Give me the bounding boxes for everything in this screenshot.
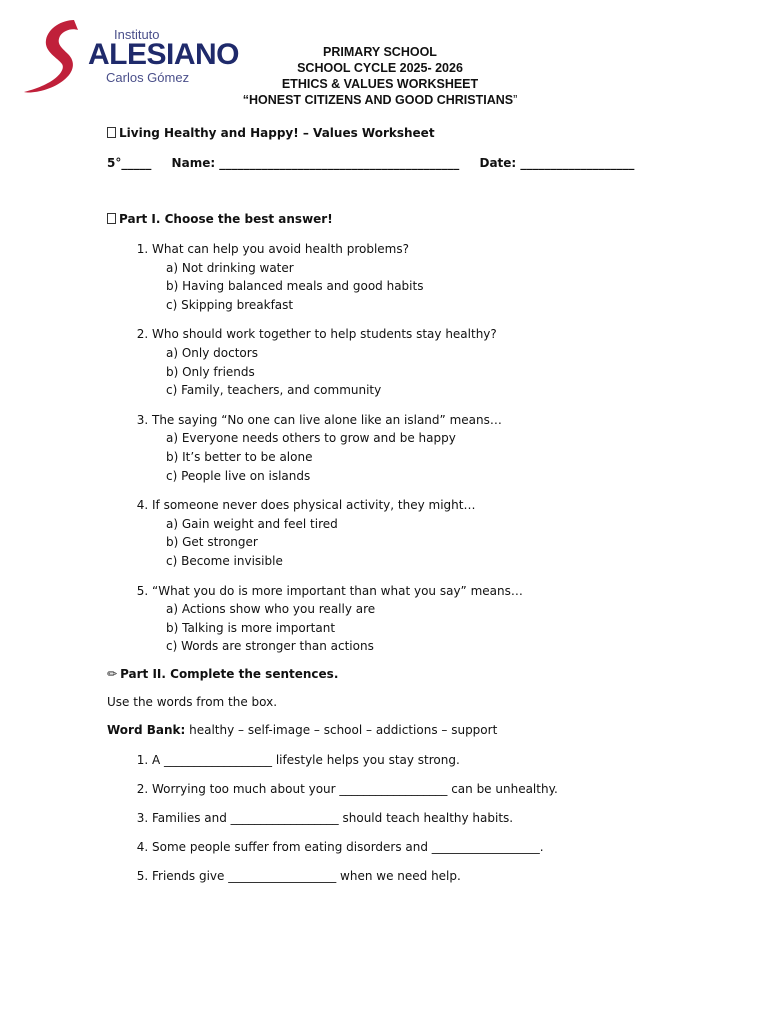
name-field[interactable]: Name: ________________________________________ <box>171 156 460 170</box>
option-b[interactable]: b) It’s better to be alone <box>166 449 313 464</box>
missing-glyph-icon <box>107 127 116 138</box>
worksheet-subtitle <box>107 126 707 140</box>
document-header <box>200 44 560 108</box>
sentence-2[interactable]: 2. Worrying too much about your __________________ can be unhealthy. <box>152 780 707 798</box>
question-text: What can help you avoid health problems? <box>152 242 409 256</box>
logo-instituto-text: Instituto <box>114 27 160 42</box>
sentence-1[interactable]: 1. A __________________ lifestyle helps you stay strong. <box>152 751 707 769</box>
option-c[interactable]: c) People live on islands <box>166 468 311 483</box>
part2-title <box>107 667 707 681</box>
missing-glyph-icon <box>107 213 116 224</box>
answer-options <box>152 344 707 400</box>
question-5 <box>152 582 707 656</box>
option-b[interactable]: b) Having balanced meals and good habits <box>166 279 424 294</box>
word-bank-label: Word Bank: <box>107 722 186 737</box>
question-text: If someone never does physical activity, they might… <box>152 498 476 513</box>
part2-title-text: Part II. Complete the sentences. <box>120 666 339 681</box>
question-4 <box>152 496 707 570</box>
question-2 <box>152 325 707 399</box>
option-a[interactable]: a) Only doctors <box>166 345 258 360</box>
sentence-4[interactable]: 4. Some people suffer from eating disorders and __________________. <box>152 838 707 856</box>
header-motto-quote: ” <box>513 93 518 107</box>
answer-options <box>152 515 707 571</box>
option-c[interactable]: c) Words are stronger than actions <box>166 639 374 654</box>
student-info-row <box>107 156 707 170</box>
worksheet-subtitle-text: Living Healthy and Happy! – Values Worksheet <box>119 126 435 140</box>
worksheet-content <box>107 126 707 896</box>
option-b[interactable]: b) Talking is more important <box>166 620 336 635</box>
date-field[interactable]: Date: ___________________ <box>479 156 635 170</box>
grade-field[interactable]: 5°_____ <box>107 156 152 170</box>
sentence-3[interactable]: 3. Families and __________________ should teach healthy habits. <box>152 809 707 827</box>
header-motto <box>200 92 560 108</box>
pencil-icon: ✏ <box>107 666 118 681</box>
option-a[interactable]: a) Everyone needs others to grow and be happy <box>166 431 456 446</box>
header-cycle: SCHOOL CYCLE 2025- 2026 <box>297 61 463 75</box>
part1-title-text: Part I. Choose the best answer! <box>119 212 333 226</box>
part1-title <box>107 212 707 226</box>
part2-instruction: Use the words from the box. <box>107 694 278 709</box>
question-3 <box>152 411 707 485</box>
question-text: “What you do is more important than what you say” means… <box>152 583 523 598</box>
option-b[interactable]: b) Get stronger <box>166 535 258 550</box>
header-school: PRIMARY SCHOOL <box>323 45 437 59</box>
option-a[interactable]: a) Actions show who you really are <box>166 602 376 617</box>
word-bank-words: healthy – self-image – school – addictions – support <box>185 722 498 737</box>
option-c[interactable]: c) Skipping breakfast <box>166 297 294 312</box>
word-bank <box>107 723 707 737</box>
part2-sentence-list <box>107 751 707 885</box>
question-text: The saying “No one can live alone like an island” means… <box>152 412 502 427</box>
option-b[interactable]: b) Only friends <box>166 364 255 379</box>
header-motto-text: “HONEST CITIZENS AND GOOD CHRISTIANS <box>242 93 514 107</box>
option-c[interactable]: c) Become invisible <box>166 553 283 568</box>
question-text: Who should work together to help students stay healthy? <box>152 327 497 342</box>
answer-options <box>152 600 707 656</box>
logo-carlos-gomez-text: Carlos Gómez <box>106 70 190 85</box>
option-c[interactable]: c) Family, teachers, and community <box>166 383 382 398</box>
school-logo <box>22 18 240 98</box>
part1-question-list <box>107 240 707 656</box>
header-worksheet: ETHICS & VALUES WORKSHEET <box>281 77 479 91</box>
answer-options <box>152 259 707 315</box>
option-a[interactable]: a) Gain weight and feel tired <box>166 516 338 531</box>
logo-salesiano-text: ALESIANO <box>88 38 240 71</box>
question-1 <box>152 240 707 314</box>
sentence-5[interactable]: 5. Friends give __________________ when we need help. <box>152 867 707 885</box>
option-a[interactable]: a) Not drinking water <box>166 260 294 275</box>
answer-options <box>152 429 707 485</box>
